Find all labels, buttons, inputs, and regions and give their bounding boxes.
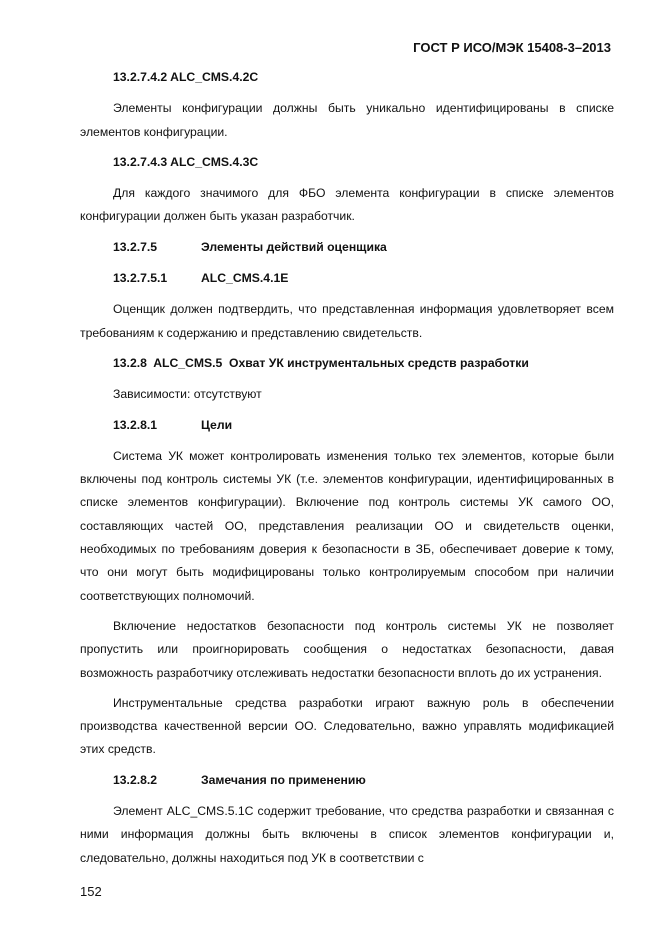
paragraph: Элементы конфигурации должны быть уникально идентифицированы в списке элементов конфигурации. bbox=[80, 101, 614, 139]
paragraph: Элемент ALC_CMS.5.1C содержит требование, что средства разработки и связанная с ними информация должны быть включены в список элементов конфигурации и, следовательно, должны находиться под УК в соответствии с bbox=[80, 804, 614, 865]
page-content bbox=[80, 66, 614, 877]
section-heading-13-2-8 bbox=[80, 352, 614, 375]
heading-number: 13.2.8.2 bbox=[113, 772, 158, 787]
paragraph: Инструментальные средства разработки играют важную роль в обеспечении производства качественной версии ОО. Следовательно, важно управлять модификацией этих средств. bbox=[80, 695, 614, 757]
heading-text: 13.2.7.4.3 ALC_CMS.4.3C bbox=[113, 154, 259, 169]
section-heading-13-2-7-4-2 bbox=[80, 66, 614, 89]
section-heading-13-2-7-5 bbox=[80, 236, 614, 259]
heading-text: Замечания по применению bbox=[201, 772, 366, 787]
heading-text: Элементы действий оценщика bbox=[201, 239, 387, 254]
heading-number: 13.2.8.1 bbox=[113, 417, 158, 432]
section-heading-13-2-8-2 bbox=[80, 769, 614, 792]
heading-number: 13.2.7.5.1 bbox=[113, 271, 168, 286]
heading-number: 13.2.7.5 bbox=[113, 239, 158, 254]
heading-text: 13.2.8 ALC_CMS.5 Охват УК инструментальных средств разработки bbox=[113, 355, 529, 370]
heading-text: 13.2.7.4.2 ALC_CMS.4.2C bbox=[113, 70, 259, 84]
paragraph: Для каждого значимого для ФБО элемента конфигурации в списке элементов конфигурации должен быть указан разработчик. bbox=[80, 186, 614, 224]
paragraph: Система УК может контролировать изменения только тех элементов, которые были включены под контроль системы УК (т.е. элементов конфигурации, идентифицированных в списке элементов конфигурации). Включение под контроль системы УК самого ОО, составляющих частей ОО, представления реализации ОО и свидетельств оценки, необходимых по требованиям доверия к безопасности в ЗБ, обеспечивает доверие к тому, что они могут быть модифицированы только контролируемым способом при наличии соответствующих полномочий. bbox=[80, 448, 614, 603]
paragraph: Зависимости: отсутствуют bbox=[113, 387, 262, 402]
section-heading-13-2-7-4-3 bbox=[80, 151, 614, 174]
standard-header: ГОСТ Р ИСО/МЭК 15408-3–2013 bbox=[413, 40, 611, 55]
paragraph: Оценщик должен подтвердить, что представленная информация удовлетворяет всем требованиям к содержанию и представлению свидетельств. bbox=[80, 302, 614, 340]
paragraph: Включение недостатков безопасности под контроль системы УК не позволяет пропустить или проигнорировать сообщения о недостатках безопасности, давая возможность разработчику отслеживать недостатки безопасности вплоть до их устранения. bbox=[80, 618, 614, 680]
section-heading-13-2-7-5-1 bbox=[80, 267, 614, 290]
heading-text: ALC_CMS.4.1E bbox=[201, 271, 289, 286]
heading-text: Цели bbox=[201, 417, 233, 432]
section-heading-13-2-8-1 bbox=[80, 414, 614, 437]
page-number: 152 bbox=[80, 884, 102, 899]
